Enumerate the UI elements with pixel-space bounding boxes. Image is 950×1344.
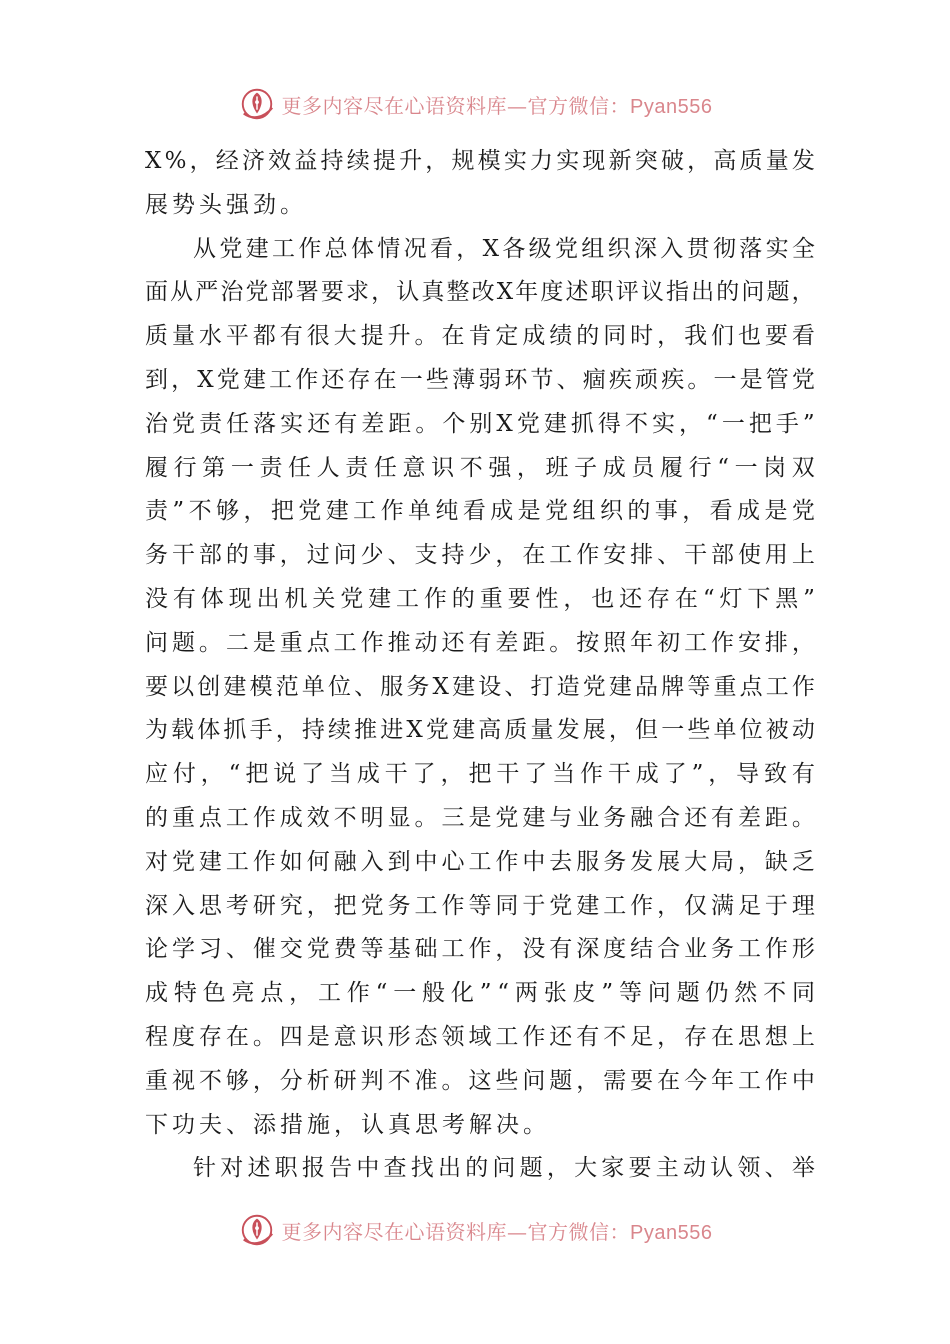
watermark-wechat-id: Pyan556 bbox=[630, 1221, 713, 1244]
pen-nib-circle-icon bbox=[238, 85, 276, 123]
paragraph-line: 下功夫、添措施，认真思考解决。 bbox=[145, 1111, 550, 1138]
watermark-dash: — bbox=[507, 93, 528, 118]
paragraph-line: 到 ， X 党 建 工 作 还 存 在 一 些 薄 弱 环 节 、 痼 疾 顽 疾 。 一 是 管 党 bbox=[145, 366, 815, 393]
paragraph-line: 面 从 严 治 党 部 署 要 求 ， 认 真 整 改 X 年 度 述 职 评 议 指 出 的 问 题 ， bbox=[145, 279, 815, 306]
paragraph-line: 论 学 习 、 催 交 党 费 等 基 础 工 作 ， 没 有 深 度 结 合 业 务 工 作 形 bbox=[145, 936, 815, 963]
watermark-wechat-label: 官方微信： bbox=[527, 93, 631, 118]
paragraph-line: 治 党 责 任 落 实 还 有 差 距 。 个 别 X 党 建 抓 得 不 实 ， “ 一 把 手 ” bbox=[145, 410, 815, 437]
paragraph-line: 针 对 述 职 报 告 中 查 找 出 的 问 题 ， 大 家 要 主 动 认 领 、 举 bbox=[193, 1155, 815, 1182]
paragraph-line: 从 党 建 工 作 总 体 情 况 看 ， X 各 级 党 组 织 深 入 贯 彻 落 实 全 bbox=[193, 235, 815, 262]
paragraph-line: 应 付 ， “ 把 说 了 当 成 干 了 ， 把 干 了 当 作 干 成 了 ” ， 导 致 有 bbox=[145, 761, 815, 788]
paragraph-line: 展势头强劲。 bbox=[145, 191, 307, 218]
watermark-wechat-label: 官方微信： bbox=[527, 1219, 631, 1244]
paragraph-line: 程 度 存 在 。 四 是 意 识 形 态 领 域 工 作 还 有 不 足 ， 存 在 思 想 上 bbox=[145, 1023, 815, 1050]
paragraph-line: 质 量 水 平 都 有 很 大 提 升 。 在 肯 定 成 绩 的 同 时 ， 我 们 也 要 看 bbox=[145, 323, 815, 350]
paragraph-line: 责 ” 不 够 ， 把 党 建 工 作 单 纯 看 成 是 党 组 织 的 事 ， 看 成 是 党 bbox=[145, 498, 815, 525]
paragraph-line: 深 入 思 考 研 究 ， 把 党 务 工 作 等 同 于 党 建 工 作 ， 仅 满 足 于 理 bbox=[145, 892, 815, 919]
paragraph-line: 务 干 部 的 事 ， 过 问 少 、 支 持 少 ， 在 工 作 安 排 、 干 部 使 用 上 bbox=[145, 542, 815, 569]
watermark-text bbox=[282, 1216, 713, 1245]
watermark-text bbox=[282, 90, 713, 119]
paragraph-line: 的 重 点 工 作 成 效 不 明 显 。 三 是 党 建 与 业 务 融 合 还 有 差 距 。 bbox=[145, 804, 815, 831]
watermark-dash: — bbox=[507, 1219, 528, 1244]
pen-nib-circle-icon bbox=[238, 1211, 276, 1249]
paragraph-line: X % ， 经 济 效 益 持 续 提 升 ， 规 模 实 力 实 现 新 突 破 ， 高 质 量 发 bbox=[145, 148, 815, 174]
paragraph-line: 为 载 体 抓 手 ， 持 续 推 进 X 党 建 高 质 量 发 展 ， 但 一 些 单 位 被 动 bbox=[145, 717, 815, 744]
footer-watermark bbox=[0, 1210, 950, 1250]
paragraph-line: 重 视 不 够 ， 分 析 研 判 不 准 。 这 些 问 题 ， 需 要 在 今 年 工 作 中 bbox=[145, 1067, 815, 1094]
paragraph-line: 没 有 体 现 出 机 关 党 建 工 作 的 重 要 性 ， 也 还 存 在 “ 灯 下 黑 ” bbox=[145, 585, 815, 612]
watermark-wechat-id: Pyan556 bbox=[630, 95, 713, 118]
paragraph-line: 成 特 色 亮 点 ， 工 作 “ 一 般 化 ” “ 两 张 皮 ” 等 问 题 仍 然 不 同 bbox=[145, 980, 815, 1007]
header-watermark bbox=[0, 84, 950, 124]
watermark-site: 更多内容尽在心语资料库 bbox=[281, 93, 508, 118]
document-body bbox=[145, 140, 815, 1191]
paragraph-line: 履 行 第 一 责 任 人 责 任 意 识 不 强 ， 班 子 成 员 履 行 “ 一 岗 双 bbox=[145, 454, 815, 481]
paragraph-line: 要 以 创 建 模 范 单 位 、 服 务 X 建 设 、 打 造 党 建 品 牌 等 重 点 工 作 bbox=[145, 673, 815, 700]
watermark-site: 更多内容尽在心语资料库 bbox=[281, 1219, 508, 1244]
paragraph-line: 问 题 。 二 是 重 点 工 作 推 动 还 有 差 距 。 按 照 年 初 工 作 安 排 ， bbox=[145, 629, 815, 656]
paragraph-line: 对 党 建 工 作 如 何 融 入 到 中 心 工 作 中 去 服 务 发 展 大 局 ， 缺 乏 bbox=[145, 848, 815, 875]
